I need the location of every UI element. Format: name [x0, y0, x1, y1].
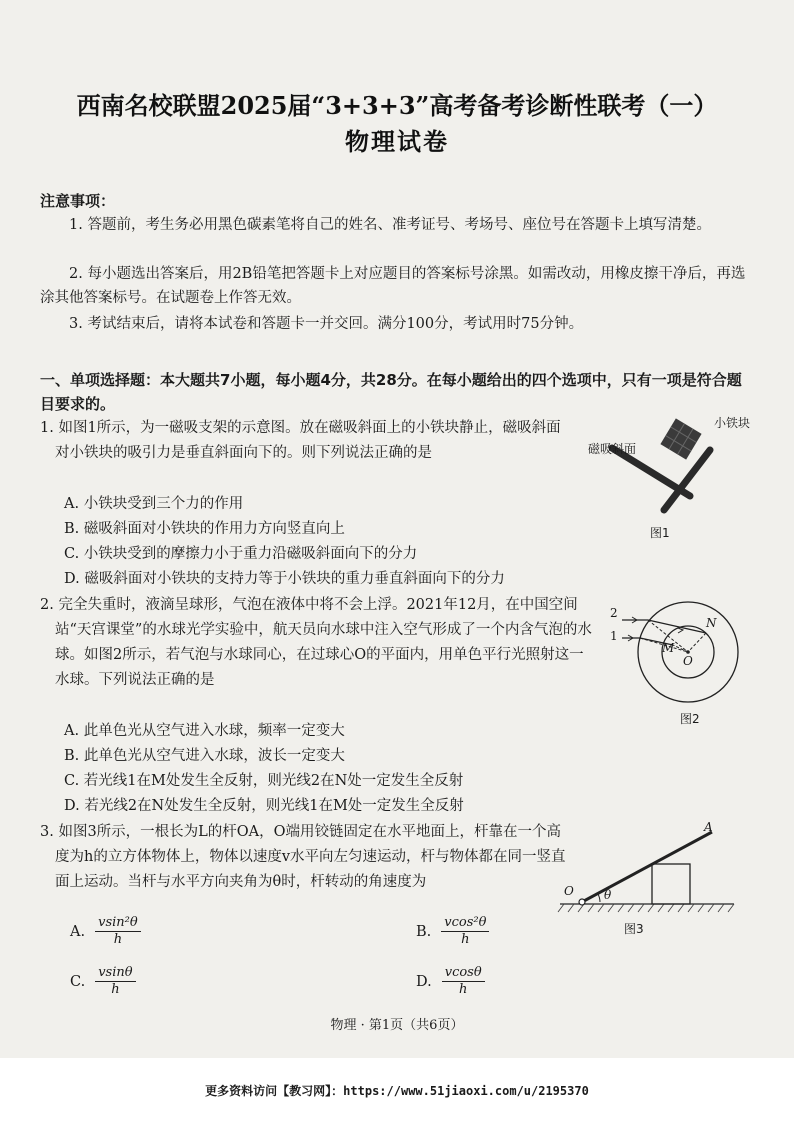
figure-1-caption: 图1: [650, 526, 670, 540]
figure-1-label-block: 小铁块: [714, 416, 751, 430]
notice-item-2: 2. 每小题选出答案后，用2B铅笔把答题卡上对应题目的答案标号涂黑。如需改动，用橡皮擦干净后，再选涂其他答案标号。在试题卷上作答无效。: [40, 266, 746, 306]
q3-option-a-numerator: vsin²θ: [95, 915, 141, 932]
q3-option-d: [416, 965, 485, 998]
figure-2-label-n: N: [706, 616, 717, 630]
exam-subject-title: 物理试卷: [345, 127, 449, 156]
notice-item-3: 3. 考试结束后，请将本试卷和答题卡一并交回。满分100分，考试用时75分钟。: [69, 316, 584, 332]
figure-1: [578, 412, 758, 540]
section-heading: 一、单项选择题：本大题共7小题，每小题4分，共28分。在每小题给出的四个选项中，只有一项是符合题目要求的。: [40, 371, 742, 413]
q1-option-c: C. 小铁块受到的摩擦力小于重力沿磁吸斜面向下的分力: [64, 546, 418, 562]
figure-2-label-m: M: [662, 641, 675, 655]
notice-item-1: 1. 答题前，考生务必用黑色碳素笔将自己的姓名、准考证号、考场号、座位号在答题卡上填写清楚。: [69, 217, 711, 233]
q3-option-d-denominator: h: [459, 982, 468, 997]
figure-3-label-theta: θ: [604, 888, 612, 902]
figure-2: [592, 596, 742, 726]
exam-title: 西南名校联盟2025届“3+3+3”高考备考诊断性联考（一）: [76, 91, 718, 120]
q3-option-b-denominator: h: [461, 932, 470, 947]
q3-option-b-numerator: vcos²θ: [441, 915, 489, 932]
q3-option-c-label: C.: [70, 973, 86, 990]
figure-2-label-ray2: 2: [610, 606, 618, 620]
q3-stem: 3. 如图3所示，一根长为L的杆OA，O端用铰链固定在水平地面上，杆靠在一个高度为h的立方体物体上，物体以速度v水平向左匀速运动，杆与物体都在同一竖直面上运动。当杆与水平方向夹角为θ时，杆转动的角速度为: [40, 824, 566, 890]
figure-3: [556, 818, 746, 938]
q1-option-b: B. 磁吸斜面对小铁块的作用力方向竖直向上: [64, 521, 345, 537]
q3-option-c-denominator: h: [111, 982, 120, 997]
figure-1-label-slope: 磁吸斜面: [588, 442, 637, 456]
q3-option-d-label: D.: [416, 973, 432, 990]
q3-option-d-numerator: vcosθ: [442, 965, 485, 982]
q1-option-d: D. 磁吸斜面对小铁块的支持力等于小铁块的重力垂直斜面向下的分力: [64, 571, 505, 587]
figure-2-caption: 图2: [680, 712, 700, 726]
figure-3-label-o: O: [564, 884, 574, 898]
q2-option-c: C. 若光线1在M处发生全反射，则光线2在N处一定发生全反射: [64, 773, 464, 789]
q2-stem: 2. 完全失重时，液滴呈球形，气泡在液体中将不会上浮。2021年12月，在中国空间站“天宫课堂”的水球光学实验中，航天员向水球中注入空气形成了一个内含气泡的水球。如图2所示，若气泡与水球同心，在过球心O的平面内，用单色平行光照射这一水球。下列说法正确的是: [40, 597, 592, 688]
q3-option-a: [70, 915, 141, 948]
page-number: 物理 · 第1页（共6页）: [330, 1018, 464, 1033]
q2-option-d: D. 若光线2在N处发生全反射，则光线1在M处一定发生全反射: [64, 798, 464, 814]
figure-2-label-o: O: [683, 654, 693, 668]
figure-3-label-a: A: [704, 820, 713, 834]
figure-3-caption: 图3: [624, 922, 644, 936]
q3-option-a-denominator: h: [113, 932, 123, 947]
q3-option-a-label: A.: [70, 923, 86, 940]
q3-option-c: [70, 965, 136, 998]
q3-option-c-numerator: vsinθ: [95, 965, 135, 982]
q2-option-a: A. 此单色光从空气进入水球，频率一定变大: [64, 723, 345, 739]
q3-option-b: [416, 915, 489, 948]
figure-3-drawing: [556, 818, 746, 918]
q1-option-a: A. 小铁块受到三个力的作用: [64, 496, 244, 512]
resource-link[interactable]: 更多资料访问【教习网】：https://www.51jiaoxi.com/u/2195370: [205, 1084, 589, 1098]
q3-option-b-label: B.: [416, 923, 432, 940]
notice-heading: 注意事项：: [40, 192, 116, 210]
figure-2-label-ray1: 1: [610, 629, 618, 643]
q2-option-b: B. 此单色光从空气进入水球，波长一定变大: [64, 748, 345, 764]
q1-stem: 1. 如图1所示，为一磁吸支架的示意图。放在磁吸斜面上的小铁块静止，磁吸斜面对小铁块的吸引力是垂直斜面向下的。则下列说法正确的是: [40, 420, 561, 461]
